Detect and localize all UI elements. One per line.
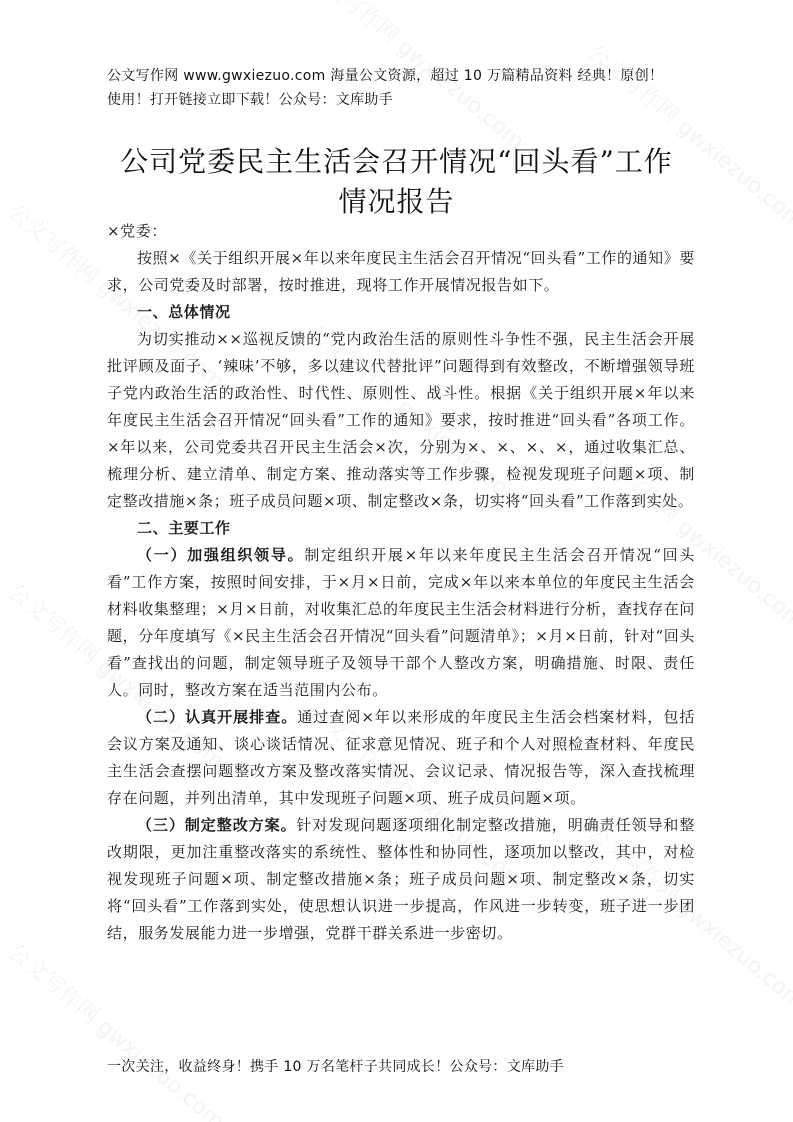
work-item-1 (107, 542, 695, 704)
work-item-3 (107, 812, 695, 947)
document-title (80, 142, 713, 222)
title-line-2: 情况报告 (338, 185, 455, 218)
header-promo-line-1: 公文写作网 www.gwxiezuo.com 海量公文资源，超过 10 万篇精品资料 经典！原创！ (107, 68, 664, 84)
header-promo-line-2: 使用！打开链接立即下载！公众号：文库助手 (107, 92, 393, 108)
work-item-2-label: （二）认真开展排查。 (137, 708, 298, 726)
section-heading-main-work: 二、主要工作 (137, 519, 231, 537)
section-heading-overview: 一、总体情况 (137, 303, 231, 321)
footer-promo: 一次关注，收益终身！携手 10 万名笔杆子共同成长！公众号：文库助手 (107, 1059, 564, 1075)
work-item-1-text: 制定组织开展×年以来年度民主生活会召开情况“回头看”工作方案，按照时间安排，于×月×日前，完成×年以来本单位的年度民主生活会材料收集整理；×月×日前，对收集汇总的年度民主生活会材料进行分析，查找存在问题，分年度填写《×民主生活会召开情况“回头看”问题清单》；×月×日前，针对“回头看”查找出的问题，制定领导班子及领导干部个人整改方案，明确措施、时限、责任人。同时，整改方案在适当范围内公布。 (107, 546, 695, 699)
overview-paragraph: 为切实推动××巡视反馈的“党内政治生活的原则性斗争性不强，民主生活会开展批评顾及面子、‘辣味’不够，多以建议代替批评”问题得到有效整改，不断增强领导班子党内政治生活的政治性、时代性、原则性、战斗性。根据《关于组织开展×年以来年度民主生活会召开情况“回头看”工作的通知》要求，按时推进“回头看”各项工作。×年以来，公司党委共召开民主生活会×次，分别为×、×、×、×，通过收集汇总、梳理分析、建立清单、制定方案、推动落实等工作步骤，检视发现班子问题×项、制定整改措施×条；班子成员问题×项、制定整改×条，切实将“回头看”工作落到实处。 (107, 330, 695, 510)
title-line-1: 公司党委民主生活会召开情况“回头看”工作 (120, 145, 673, 178)
work-item-2 (107, 704, 695, 812)
salutation: ×党委： (107, 222, 167, 240)
work-item-3-text: 针对发现问题逐项细化制定整改措施，明确责任领导和整改期限，更加注重整改落实的系统性、整体性和协同性，逐项加以整改，其中，对检视发现班子问题×项、制定整改措施×条；班子成员问题×项、制定整改×条，切实将“回头看”工作落到实处，使思想认识进一步提高，作风进一步转变，班子进一步团结，服务发展能力进一步增强，党群干群关系进一步密切。 (107, 816, 695, 942)
header-promo (107, 64, 707, 112)
watermark-text (2, 936, 232, 1122)
work-item-2-text: 通过查阅×年以来形成的年度民主生活会档案材料，包括会议方案及通知、谈心谈话情况、征求意见情况、班子和个人对照检查材料、年度民主生活会查摆问题整改方案及整改落实情况、会议记录、情况报告等，深入查找梳理存在问题，并列出清单，其中发现班子问题×项、班子成员问题×项。 (107, 708, 695, 807)
document-body (107, 218, 695, 947)
work-item-3-label: （三）制定整改方案。 (137, 816, 297, 834)
work-item-1-label: （一）加强组织领导。 (137, 546, 305, 564)
intro-paragraph: 按照×《关于组织开展×年以来年度民主生活会召开情况“回头看”工作的通知》要求，公司党委及时部署，按时推进，现将工作开展情况报告如下。 (107, 249, 695, 294)
